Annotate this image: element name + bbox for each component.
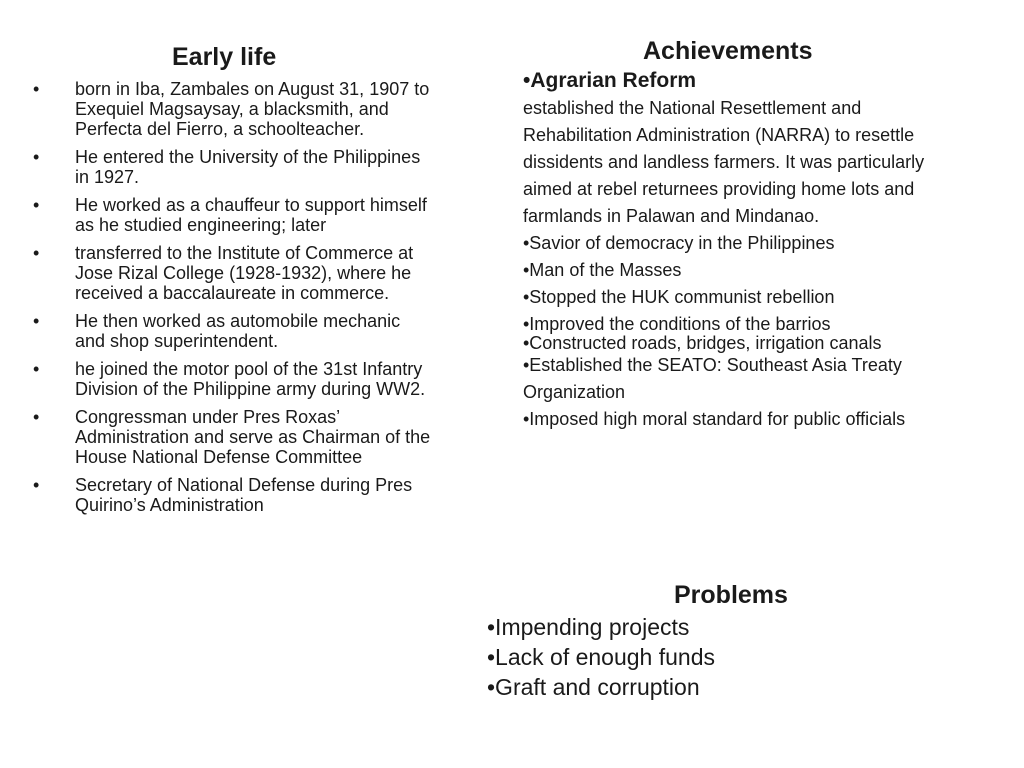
achievement-item: •Man of the Masses <box>523 260 682 280</box>
achievement-item: •Established the SEATO: Southeast Asia Treaty Organization <box>523 355 902 402</box>
early-life-item: • Congressman under Pres Roxas’ Administration and serve as Chairman of the House National Defense Committee <box>33 407 431 467</box>
early-life-item: • He worked as a chauffeur to support himself as he studied engineering; later <box>33 195 427 235</box>
achievement-item: •Stopped the HUK communist rebellion <box>523 287 835 307</box>
bullet-icon: • <box>33 79 40 99</box>
achievement-item: •Imposed high moral standard for public officials <box>523 409 906 429</box>
bullet-icon: • <box>33 147 40 167</box>
bullet-icon: • <box>33 243 40 263</box>
achievement-item: •Savior of democracy in the Philippines <box>523 233 835 253</box>
bullet-icon: • <box>33 359 40 379</box>
bullet-icon: • <box>33 195 40 215</box>
achievement-item: •Improved the conditions of the barrios <box>523 314 831 334</box>
achievements-heading: Achievements <box>643 37 813 65</box>
early-life-list <box>31 79 431 523</box>
bullet-icon: • <box>33 475 40 495</box>
achievement-item: •Constructed roads, bridges, irrigation canals <box>523 333 882 353</box>
early-life-heading: Early life <box>172 43 277 71</box>
early-life-item: • born in Iba, Zambales on August 31, 1907 to Exequiel Magsaysay, a blacksmith, and Perfecta del Fierro, a schoolteacher. <box>33 79 430 139</box>
early-life-item: • he joined the motor pool of the 31st Infantry Division of the Philippine army during WW2. <box>33 359 426 399</box>
achievements-list <box>523 66 963 433</box>
early-life-item: • transferred to the Institute of Commerce at Jose Rizal College (1928-1932), where he received a baccalaureate in commerce. <box>33 243 414 303</box>
early-life-item: • He then worked as automobile mechanic and shop superintendent. <box>33 311 401 351</box>
bullet-icon: • <box>33 407 40 427</box>
problems-list <box>487 612 715 702</box>
achievement-featured-description: established the National Resettlement and Rehabilitation Administration (NARRA) to resettle dissidents and landless farmers. It was particularly aimed at rebel returnees providing home lots and farmlands in Palawan and Mindanao. <box>523 98 925 226</box>
early-life-item: • He entered the University of the Philippines in 1927. <box>33 147 421 187</box>
problem-item: •Lack of enough funds <box>487 644 716 670</box>
problems-heading: Problems <box>674 581 788 609</box>
problem-item: •Impending projects <box>487 614 690 640</box>
problem-item: •Graft and corruption <box>487 674 700 700</box>
bullet-icon: • <box>33 311 40 331</box>
achievement-featured-title: •Agrarian Reform <box>523 69 697 92</box>
early-life-item: • Secretary of National Defense during Pres Quirino’s Administration <box>33 475 413 515</box>
